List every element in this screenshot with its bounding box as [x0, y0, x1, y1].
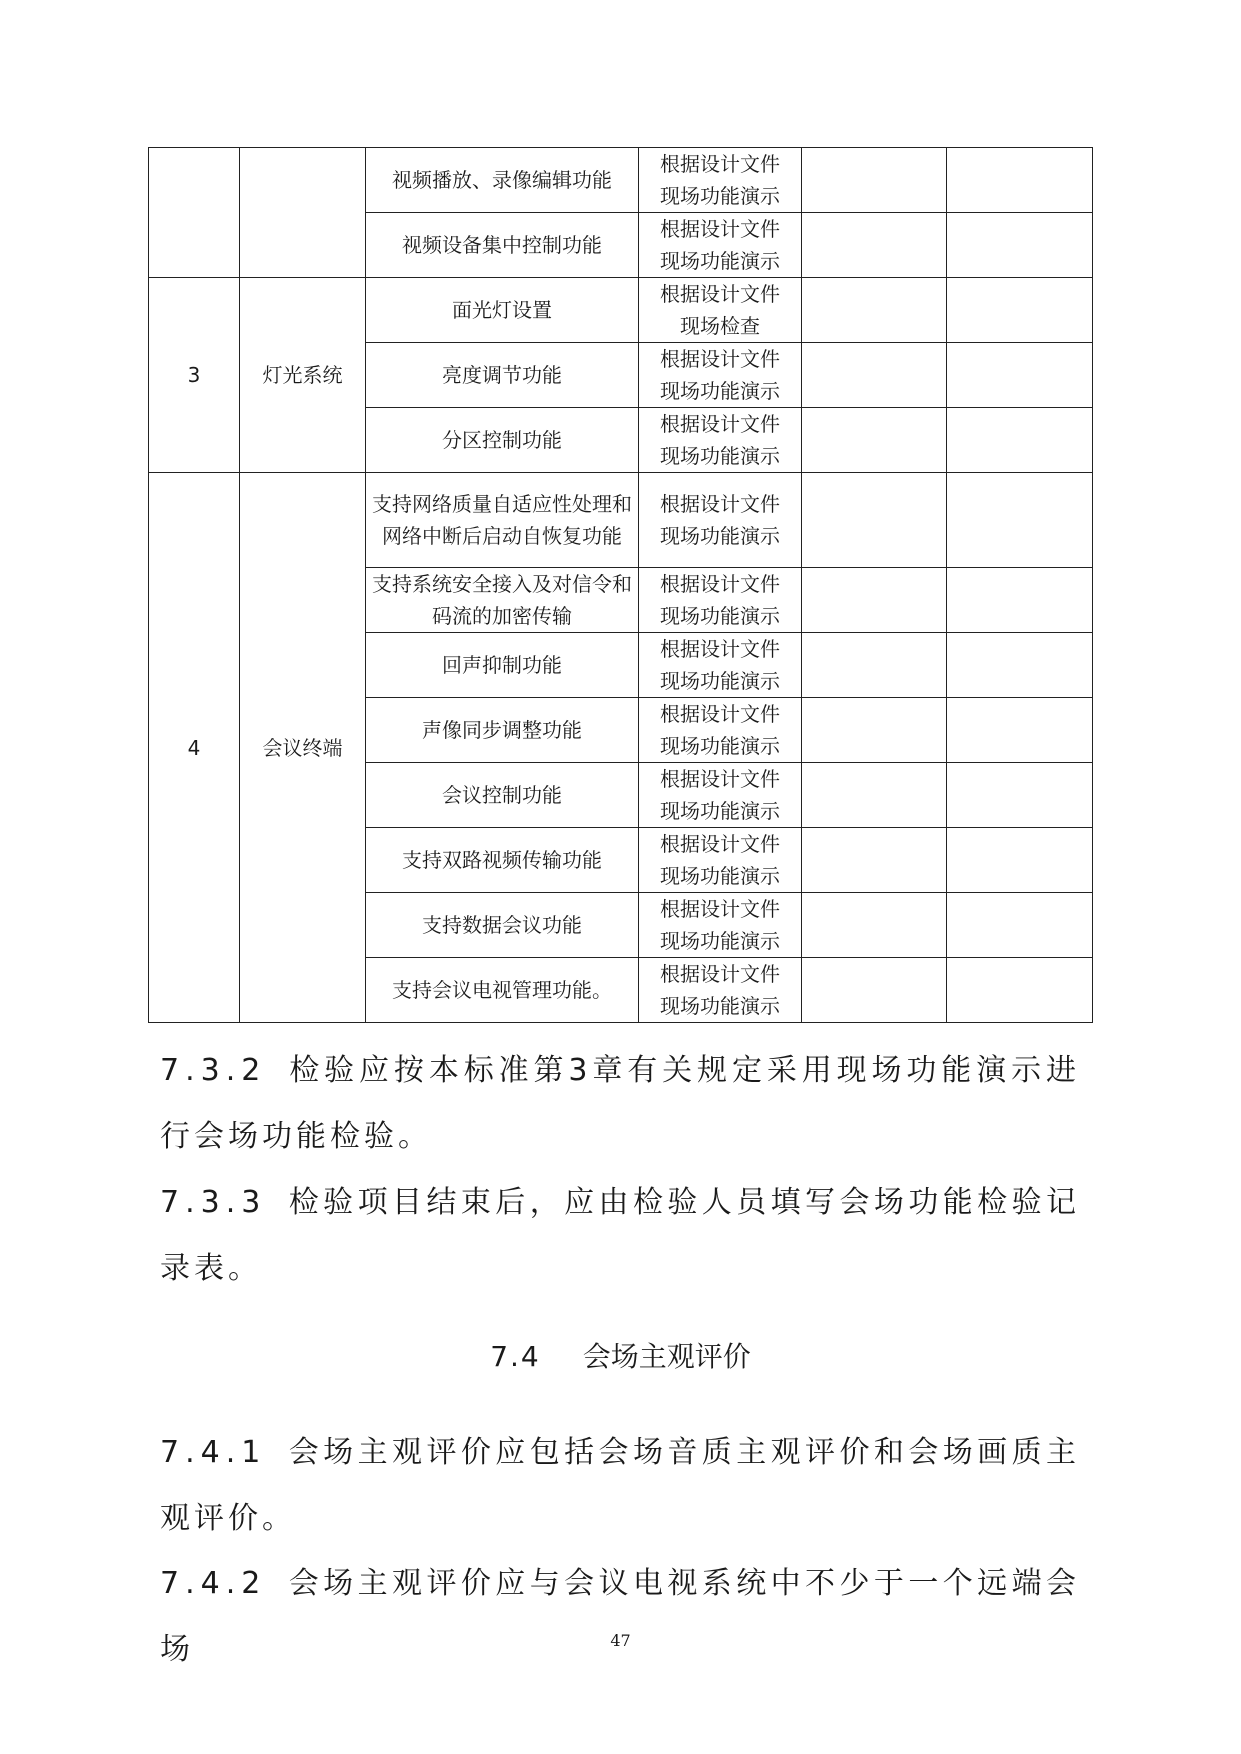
check-method-line: 根据设计文件 [660, 492, 780, 516]
remark-cell [947, 213, 1093, 278]
check-method-line: 现场功能演示 [660, 994, 780, 1018]
clause-number: 7.4.2 [160, 1566, 267, 1601]
table-row [149, 278, 1093, 343]
check-method-cell [639, 633, 802, 698]
check-method-line: 现场功能演示 [660, 184, 780, 208]
clause-text: 检验应按本标准第3章有关规定采用现场功能演示进行会场功能检验。 [160, 1053, 1080, 1154]
check-method-line: 根据设计文件 [660, 572, 780, 596]
remark-cell [947, 408, 1093, 473]
check-method-line: 现场功能演示 [660, 379, 780, 403]
check-method-line: 根据设计文件 [660, 832, 780, 856]
check-item-cell: 亮度调节功能 [366, 343, 639, 408]
system-name-cell [240, 148, 366, 278]
check-item-cell: 视频设备集中控制功能 [366, 213, 639, 278]
result-cell [802, 148, 947, 213]
remark-cell [947, 633, 1093, 698]
check-method-line: 根据设计文件 [660, 637, 780, 661]
clause-7-3-3 [160, 1170, 1080, 1302]
section-heading-7-4 [0, 1335, 1241, 1375]
result-cell [802, 278, 947, 343]
check-method-line: 根据设计文件 [660, 412, 780, 436]
remark-cell [947, 828, 1093, 893]
remark-cell [947, 148, 1093, 213]
table-row [149, 148, 1093, 213]
remark-cell [947, 698, 1093, 763]
check-item-cell: 回声抑制功能 [366, 633, 639, 698]
page-number: 47 [610, 1631, 631, 1650]
result-cell [802, 698, 947, 763]
section-title: 会场主观评价 [582, 1340, 751, 1373]
check-method-line: 现场功能演示 [660, 524, 780, 548]
system-name-cell: 会议终端 [240, 473, 366, 1023]
check-method-line: 现场功能演示 [660, 864, 780, 888]
check-method-cell [639, 213, 802, 278]
row-number-cell [149, 148, 240, 278]
remark-cell [947, 958, 1093, 1023]
remark-cell [947, 893, 1093, 958]
check-method-cell [639, 408, 802, 473]
clause-number: 7.4.1 [160, 1435, 267, 1470]
check-method-cell [639, 698, 802, 763]
check-method-line: 根据设计文件 [660, 282, 780, 306]
check-method-line: 根据设计文件 [660, 702, 780, 726]
remark-cell [947, 763, 1093, 828]
check-item-cell: 支持会议电视管理功能。 [366, 958, 639, 1023]
inspection-table [148, 147, 1093, 1023]
clause-7-4-2 [160, 1551, 1080, 1683]
result-cell [802, 763, 947, 828]
check-method-line: 根据设计文件 [660, 217, 780, 241]
check-method-line: 根据设计文件 [660, 962, 780, 986]
check-method-cell [639, 763, 802, 828]
check-method-cell [639, 148, 802, 213]
check-method-cell [639, 278, 802, 343]
check-item-cell: 分区控制功能 [366, 408, 639, 473]
remark-cell [947, 473, 1093, 568]
inspection-table-body [149, 148, 1093, 1023]
check-method-line: 现场功能演示 [660, 669, 780, 693]
check-method-cell [639, 473, 802, 568]
clause-7-3-2 [160, 1038, 1080, 1170]
clause-7-4-1 [160, 1420, 1080, 1552]
result-cell [802, 213, 947, 278]
result-cell [802, 828, 947, 893]
result-cell [802, 893, 947, 958]
clause-number: 7.3.2 [160, 1053, 267, 1088]
clause-text: 会场主观评价应包括会场音质主观评价和会场画质主观评价。 [160, 1435, 1080, 1536]
table-row [149, 473, 1093, 568]
check-method-line: 根据设计文件 [660, 767, 780, 791]
system-name-cell: 灯光系统 [240, 278, 366, 473]
result-cell [802, 568, 947, 633]
check-method-line: 现场功能演示 [660, 929, 780, 953]
check-method-cell [639, 958, 802, 1023]
check-method-line: 根据设计文件 [660, 897, 780, 921]
result-cell [802, 633, 947, 698]
clause-text: 检验项目结束后，应由检验人员填写会场功能检验记录表。 [160, 1185, 1080, 1286]
check-item-cell: 面光灯设置 [366, 278, 639, 343]
remark-cell [947, 568, 1093, 633]
remark-cell [947, 278, 1093, 343]
check-method-line: 根据设计文件 [660, 347, 780, 371]
section-number: 7.4 [490, 1340, 541, 1373]
remark-cell [947, 343, 1093, 408]
clause-text: 会场主观评价应与会议电视系统中不少于一个远端会场 [160, 1566, 1080, 1667]
check-item-cell: 声像同步调整功能 [366, 698, 639, 763]
check-method-line: 现场功能演示 [660, 604, 780, 628]
check-method-cell [639, 828, 802, 893]
check-method-cell [639, 343, 802, 408]
row-number-cell: 4 [149, 473, 240, 1023]
check-item-cell: 支持双路视频传输功能 [366, 828, 639, 893]
check-method-line: 现场检查 [680, 314, 760, 338]
check-item-cell: 视频播放、录像编辑功能 [366, 148, 639, 213]
check-method-cell [639, 893, 802, 958]
clause-number: 7.3.3 [160, 1185, 267, 1220]
check-method-line: 现场功能演示 [660, 249, 780, 273]
check-method-line: 现场功能演示 [660, 444, 780, 468]
check-method-cell [639, 568, 802, 633]
result-cell [802, 343, 947, 408]
row-number-cell: 3 [149, 278, 240, 473]
check-method-line: 现场功能演示 [660, 734, 780, 758]
result-cell [802, 408, 947, 473]
check-item-cell: 支持系统安全接入及对信令和码流的加密传输 [366, 568, 639, 633]
check-item-cell: 会议控制功能 [366, 763, 639, 828]
check-item-cell: 支持网络质量自适应性处理和网络中断后启动自恢复功能 [366, 473, 639, 568]
check-method-line: 现场功能演示 [660, 799, 780, 823]
result-cell [802, 958, 947, 1023]
check-item-cell: 支持数据会议功能 [366, 893, 639, 958]
result-cell [802, 473, 947, 568]
check-method-line: 根据设计文件 [660, 152, 780, 176]
